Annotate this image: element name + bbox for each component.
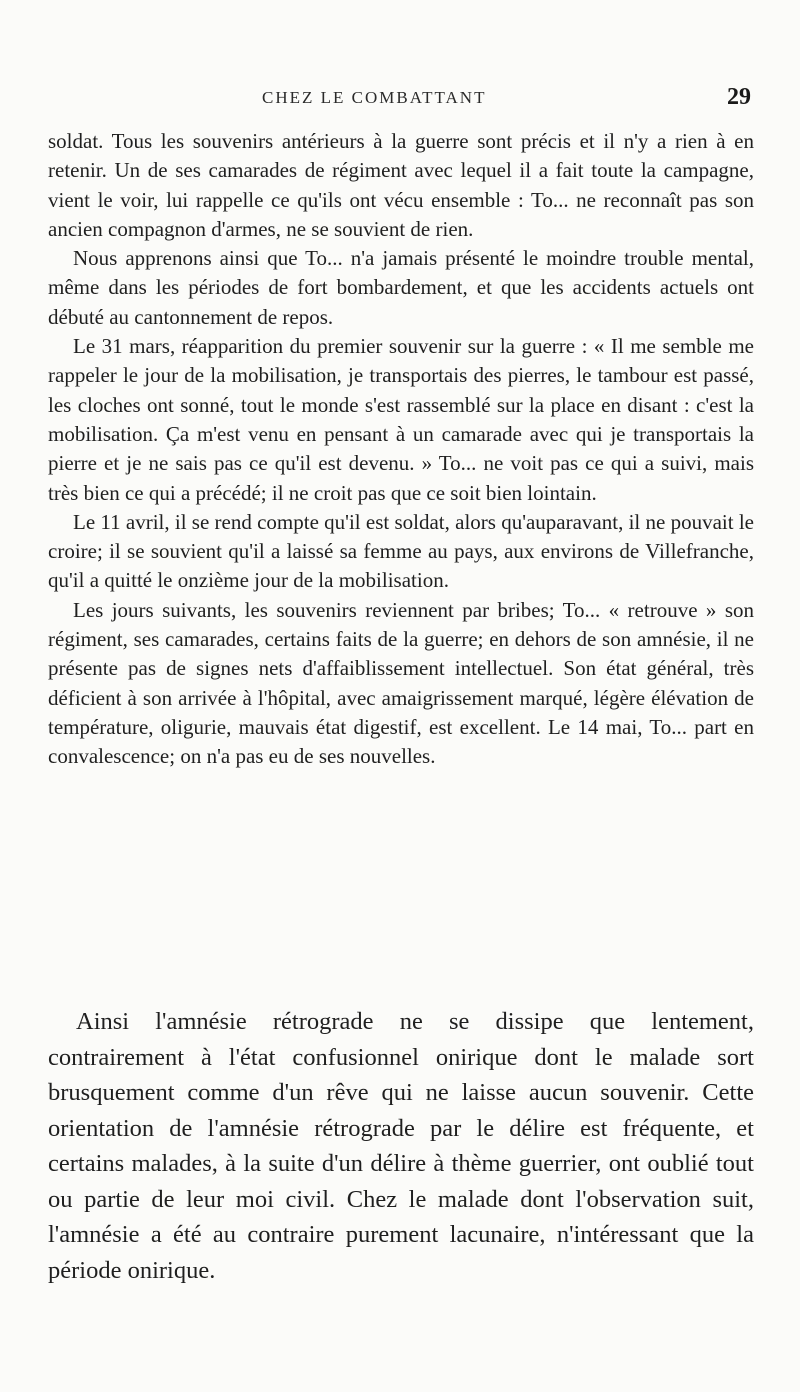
main-text — [48, 1004, 754, 1288]
running-head: CHEZ LE COMBATTANT — [262, 88, 487, 107]
paragraph: Le 31 mars, réapparition du premier souvenir sur la guerre : « Il me semble me rappeler le jour de la mobilisation, je transportais des pierres, le tambour est passé, les cloches ont sonné, tout le monde s'est rassemblé sur la place en disant : c'est la mobilisation. Ça m'est venu en pensant à un camarade avec qui je transportais la pierre et je ne sais pas ce qu'il est devenu. » To... ne voit pas ce qui a suivi, mais très bien ce qui a précédé; il ne croit pas que ce soit bien lointain. — [48, 334, 754, 505]
paragraph: Le 11 avril, il se rend compte qu'il est soldat, alors qu'auparavant, il ne pouvait le croire; il se souvient qu'il a laissé sa femme au pays, aux environs de Villefranche, qu'il a quitté le onzième jour de la mobilisation. — [48, 509, 754, 593]
paragraph: Les jours suivants, les souvenirs reviennent par bribes; To... « retrouve » son régiment, ses camarades, certains faits de la guerre; en dehors de son amnésie, il ne présente pas de signes nets d'affaiblissement intellectuel. Son état général, très déficient à son arrivée à l'hôpital, avec amaigrissement marqué, légère élévation de température, oligurie, mauvais état digestif, est excellent. Le 14 mai, To... part en convalescence; on n'a pas eu de ses nouvelles. — [48, 597, 754, 769]
paragraph: Nous apprenons ainsi que To... n'a jamais présenté le moindre trouble mental, même dans les périodes de fort bombardement, et que les accidents actuels ont débuté au cantonnement de repos. — [48, 246, 754, 329]
case-observation — [48, 127, 754, 772]
paragraph: Ainsi l'amnésie rétrograde ne se dissipe que lentement, contrairement à l'état confusionnel onirique dont le malade sort brusquement comme d'un rêve qui ne laisse aucun souvenir. Cette orientation de l'amnésie rétrograde par le délire est fréquente, et certains malades, à la suite d'un délire à thème guerrier, ont oublié tout ou partie de leur moi civil. Chez le malade dont l'observation suit, l'amnésie a été au contraire purement lacunaire, n'intéressant que la période onirique. — [48, 1008, 754, 1284]
paragraph: soldat. Tous les souvenirs antérieurs à la guerre sont précis et il n'y a rien à en retenir. Un de ses camarades de régiment avec lequel il a fait toute la campagne, vient le voir, lui rappelle ce qu'ils ont vécu ensemble : To... ne reconnaît pas son ancien compagnon d'armes, ne se souvient de rien. — [48, 129, 754, 241]
page-number: 29 — [727, 84, 751, 110]
